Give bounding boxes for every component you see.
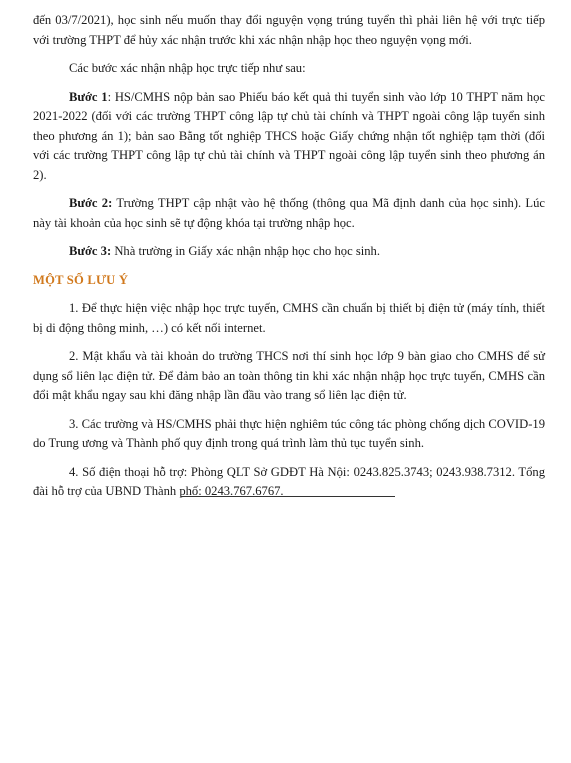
steps-intro: Các bước xác nhận nhập học trực tiếp như sau: [69,61,306,75]
step-1-label: Bước 1 [69,89,108,104]
document-body [33,11,545,511]
note-item-2: 2. Mật khẩu và tài khoản do trường THCS nơi thí sinh học lớp 9 bàn giao cho CMHS để sử dụng sổ liên lạc điện tử. Để đảm bảo an toàn thông tin khi xác nhận nhập học trực tuyến, CMHS cần đổi mật khẩu ngay sau khi đăng nhập lần đầu vào trang sổ liên lạc điện tử. [33,349,545,402]
step-2-text: Trường THPT cập nhật vào hệ thống (thông qua Mã định danh của học sinh). Lúc này tài khoản của học sinh sẽ tự động khóa tại trường nhập học. [33,196,545,230]
step-2-label: Bước 2: [69,196,113,210]
note-item-4: 4. Số điện thoại hỗ trợ: Phòng QLT Sở GDĐT Hà Nội: 0243.825.3743; 0243.938.7312. Tổng đài hỗ trợ của UBND Thành phố: 0243.767.6767. [33,464,545,498]
note-item-3: 3. Các trường và HS/CMHS phải thực hiện nghiêm túc công tác phòng chống dịch COVID-19 do Trung ương và Thành phố quy định trong quá trình làm thủ tục tuyển sinh. [33,416,545,450]
step-1-paragraph [33,88,545,186]
intro-paragraph: đến 03/7/2021), học sinh nếu muốn thay đổi nguyện vọng trúng tuyển thì phải liên hệ với trực tiếp với trường THPT để hủy xác nhận trước khi xác nhận nhập học theo nguyện vọng mới. [33,13,545,47]
step-2-paragraph [33,194,545,233]
step-3-label: Bước 3: [69,244,112,258]
notes-heading: MỘT SỐ LƯU Ý [33,272,129,287]
step-1-text: : HS/CMHS nộp bản sao Phiếu báo kết quả thi tuyển sinh vào lớp 10 THPT năm học 2021-2022 (đối với các trường THPT công lập tự chủ tài chính và THPT ngoài công lập tuyển sinh theo phương án 1); bản sao Bằng tốt nghiệp THCS hoặc Giấy chứng nhận tốt nghiệp tạm thời (đối với các trường THPT công lập tự chủ tài chính và THPT ngoài công lập tuyển sinh theo phương án 2). [33,89,545,182]
closing-divider [181,496,395,497]
step-3-text: Nhà trường in Giấy xác nhận nhập học cho học sinh. [111,244,380,258]
note-item-1: 1. Để thực hiện việc nhập học trực tuyến, CMHS cần chuẩn bị thiết bị điện tử (máy tính, thiết bị di động thông minh, …) có kết nối internet. [33,301,545,335]
step-3-paragraph [33,242,545,262]
